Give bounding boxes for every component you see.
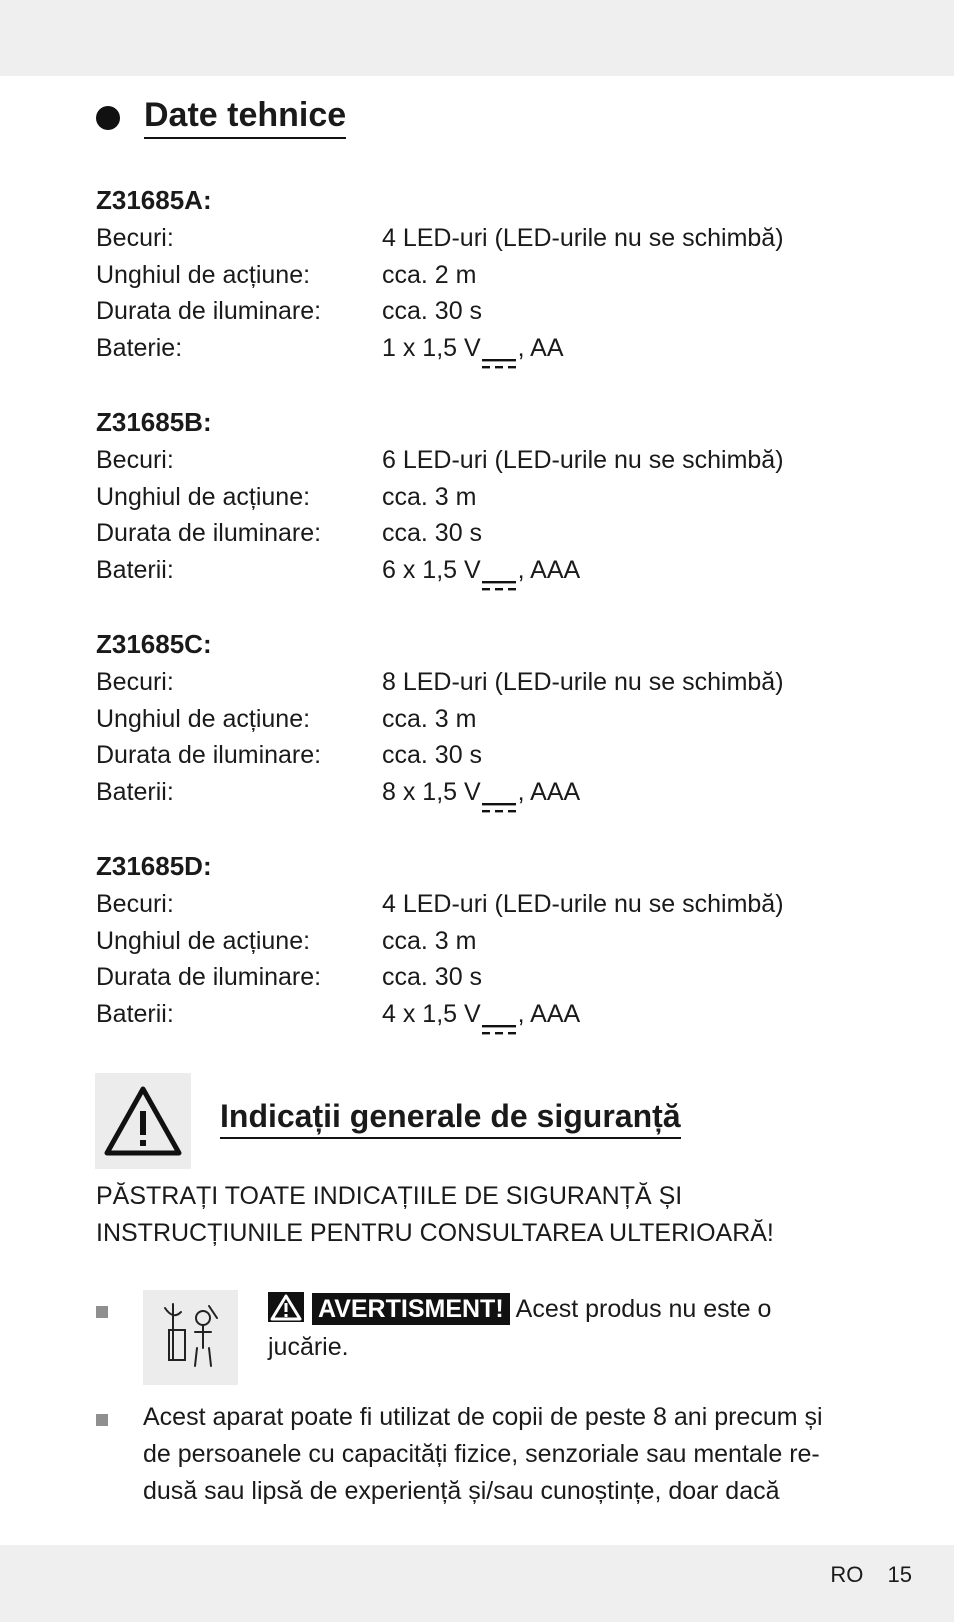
spec-label: Durata de iluminare: xyxy=(96,741,322,769)
bullet-dot-icon xyxy=(96,106,120,130)
battery-spec: 6 x 1,5 V xyxy=(382,555,481,584)
section-heading-technical-data xyxy=(96,96,346,139)
spec-value: cca. 3 m xyxy=(382,704,477,733)
spec-label: Becuri: xyxy=(96,224,174,252)
spec-value: cca. 2 m xyxy=(382,260,477,289)
spec-value: cca. 3 m xyxy=(382,482,477,511)
spec-row xyxy=(96,923,784,960)
battery-type: , AA xyxy=(517,333,564,362)
spec-value: cca. 30 s xyxy=(382,963,483,991)
model-block xyxy=(96,846,784,1032)
spec-row xyxy=(96,701,784,738)
warning-label: AVERTISMENT! xyxy=(312,1293,510,1325)
spec-label: Becuri: xyxy=(96,668,174,696)
model-block xyxy=(96,624,784,810)
spec-row xyxy=(96,515,784,552)
spec-value: 4 LED-uri (LED-urile nu se schimbă) xyxy=(382,224,784,252)
spec-label: Unghiul de acțiune: xyxy=(96,704,311,733)
battery-type: , AAA xyxy=(517,777,581,806)
spec-label: Becuri: xyxy=(96,446,174,474)
spec-value: cca. 30 s xyxy=(382,741,483,769)
spec-label: Unghiul de acțiune: xyxy=(96,260,311,289)
spec-label: Baterii: xyxy=(96,999,174,1028)
model-block xyxy=(96,180,784,366)
spec-value: cca. 30 s xyxy=(382,519,483,547)
children-usage-paragraph xyxy=(143,1399,873,1510)
section-title: Date tehnice xyxy=(144,96,346,139)
direct-current-icon xyxy=(482,566,516,578)
spec-label: Durata de iluminare: xyxy=(96,297,322,325)
direct-current-icon xyxy=(482,344,516,356)
language-code: RO xyxy=(830,1562,864,1587)
para-line: dusă sau lipsă de experiență și/sau cunoștințe, doar dacă xyxy=(143,1477,780,1505)
page-number: 15 xyxy=(887,1562,912,1587)
warning-not-a-toy xyxy=(268,1290,808,1366)
spec-row xyxy=(96,774,784,811)
spec-value: cca. 3 m xyxy=(382,926,477,955)
direct-current-icon xyxy=(482,1010,516,1022)
spec-label: Baterie: xyxy=(96,333,183,362)
spec-row xyxy=(96,293,784,330)
spec-row xyxy=(96,664,784,701)
spec-value: 8 LED-uri (LED-urile nu se schimbă) xyxy=(382,668,784,696)
spec-value xyxy=(382,996,580,1033)
para-line: de persoanele cu capacități fizice, senzoriale sau mentale re- xyxy=(143,1440,820,1468)
spec-row xyxy=(96,442,784,479)
spec-label: Durata de iluminare: xyxy=(96,963,322,991)
spec-label: Becuri: xyxy=(96,890,174,918)
section-title-safety: Indicații generale de siguranță xyxy=(220,1098,681,1139)
model-name: Z31685A: xyxy=(96,185,212,215)
battery-type: , AAA xyxy=(517,555,581,584)
warning-small-icon xyxy=(268,1292,304,1322)
model-block xyxy=(96,402,784,588)
keep-line: INSTRUCȚIUNILE PENTRU CONSULTAREA ULTERIOARĂ! xyxy=(96,1219,774,1247)
warning-triangle-icon xyxy=(95,1073,191,1169)
battery-spec: 1 x 1,5 V xyxy=(382,333,481,362)
spec-value: 6 LED-uri (LED-urile nu se schimbă) xyxy=(382,446,784,474)
spec-value xyxy=(382,330,564,367)
para-line: Acest aparat poate fi utilizat de copii de peste 8 ani precum și xyxy=(143,1403,823,1431)
spec-label: Baterii: xyxy=(96,555,174,584)
list-bullet xyxy=(96,1414,108,1426)
spec-label: Durata de iluminare: xyxy=(96,519,322,547)
battery-type: , AAA xyxy=(517,999,581,1028)
model-name: Z31685C: xyxy=(96,629,212,659)
battery-spec: 8 x 1,5 V xyxy=(382,777,481,806)
spec-value xyxy=(382,774,580,811)
spec-value: cca. 30 s xyxy=(382,297,483,325)
spec-label: Baterii: xyxy=(96,777,174,806)
spec-value: 4 LED-uri (LED-urile nu se schimbă) xyxy=(382,890,784,918)
top-band xyxy=(0,0,954,76)
spec-row xyxy=(96,996,784,1033)
page-footer xyxy=(830,1562,912,1588)
model-name: Z31685D: xyxy=(96,851,212,881)
warning-text-cont: jucărie. xyxy=(268,1333,349,1361)
model-name: Z31685B: xyxy=(96,407,212,437)
battery-spec: 4 x 1,5 V xyxy=(382,999,481,1028)
keep-line: PĂSTRAȚI TOATE INDICAȚIILE DE SIGURANȚĂ ȘI xyxy=(96,1182,683,1210)
bottom-band xyxy=(0,1545,954,1622)
spec-row xyxy=(96,479,784,516)
spec-row xyxy=(96,330,784,367)
spec-row xyxy=(96,220,784,257)
spec-row xyxy=(96,257,784,294)
spec-row xyxy=(96,737,784,774)
list-bullet xyxy=(96,1306,108,1318)
not-a-toy-child-icon xyxy=(143,1290,238,1385)
spec-row xyxy=(96,886,784,923)
direct-current-icon xyxy=(482,788,516,800)
spec-value xyxy=(382,552,580,589)
spec-row xyxy=(96,552,784,589)
keep-instructions-notice xyxy=(96,1178,876,1252)
spec-row xyxy=(96,959,784,996)
warning-text: Acest produs nu este o xyxy=(515,1295,772,1323)
spec-label: Unghiul de acțiune: xyxy=(96,482,311,511)
spec-label: Unghiul de acțiune: xyxy=(96,926,311,955)
